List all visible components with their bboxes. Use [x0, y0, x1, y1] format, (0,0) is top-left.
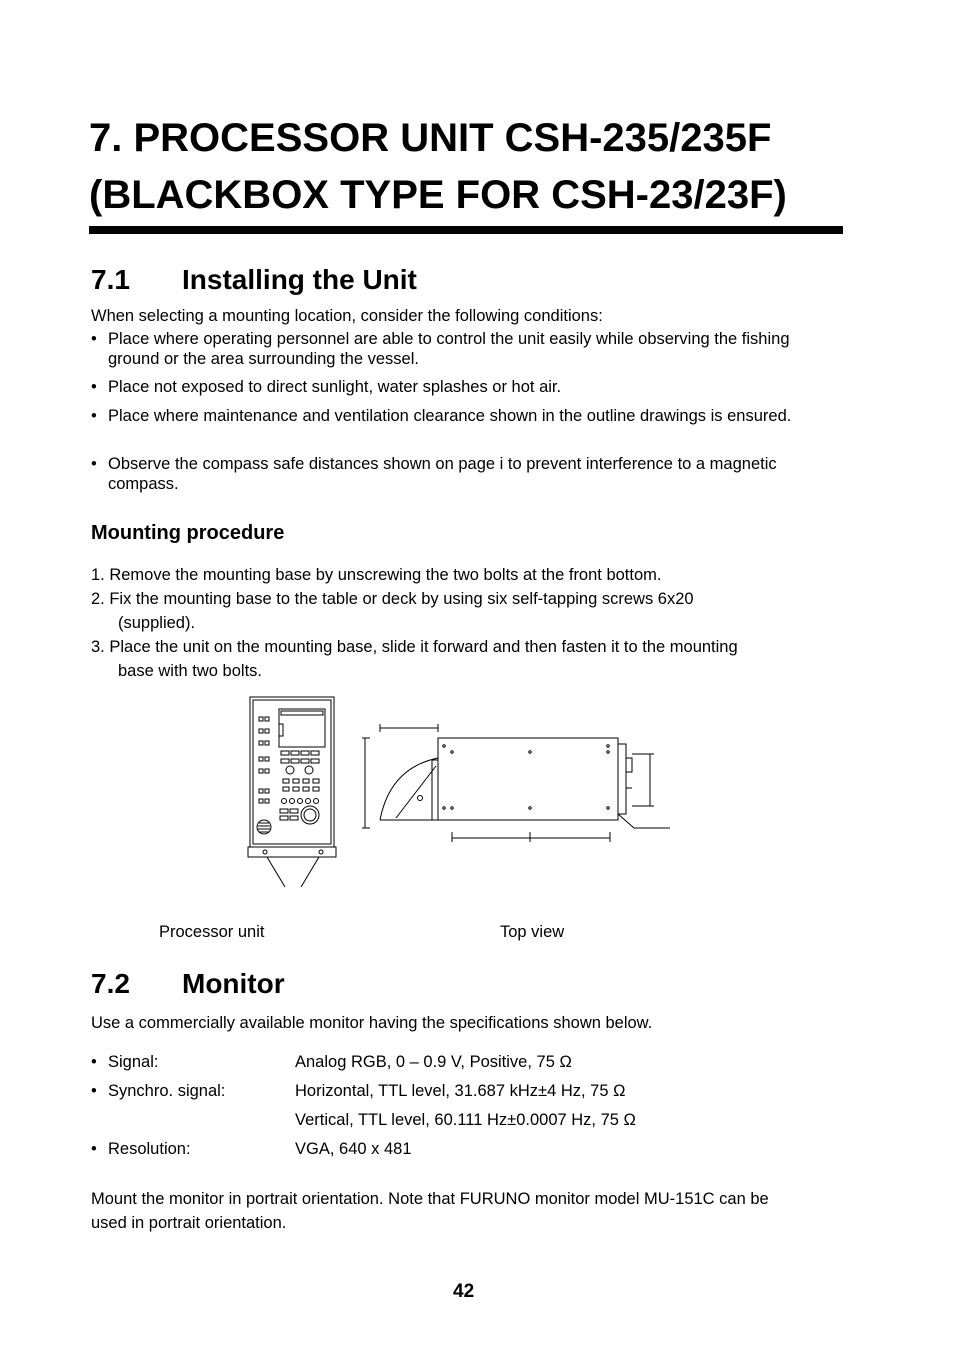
list-item [91, 378, 831, 398]
spec-value: Analog RGB, 0 – 0.9 V, Positive, 75 Ω [295, 1053, 572, 1071]
figure-caption-top-view: Top view [500, 923, 565, 941]
section-heading-7-1 [91, 266, 417, 294]
bullet-icon: • [91, 1082, 97, 1100]
spec-label: Synchro. signal: [108, 1082, 226, 1100]
chapter-title-line-1: 7. PROCESSOR UNIT CSH-235/235F [89, 116, 772, 160]
top-view-drawing [360, 710, 670, 848]
monitor-note-line-2: used in portrait orientation. [91, 1214, 287, 1232]
section-number: 7.1 [91, 264, 130, 295]
list-item [91, 455, 831, 494]
step-text: 3. Place the unit on the mounting base, slide it forward and then fasten it to the mounting [91, 638, 738, 656]
list-item [91, 330, 831, 369]
bullet-icon: • [91, 1140, 97, 1158]
section-title: Installing the Unit [182, 264, 417, 295]
spec-label: Signal: [108, 1053, 159, 1071]
bullet-icon: • [91, 330, 97, 348]
processor-unit-drawing [245, 695, 340, 890]
monitor-note-line-1: Mount the monitor in portrait orientation. Note that FURUNO monitor model MU-151C can be [91, 1190, 769, 1208]
step-text: 2. Fix the mounting base to the table or deck by using six self-tapping screws 6x20 [91, 590, 694, 608]
spec-value: VGA, 640 x 481 [295, 1140, 412, 1158]
bullet-icon: • [91, 455, 97, 473]
subheading-mounting-procedure: Mounting procedure [91, 522, 285, 544]
section-heading-7-2 [91, 970, 285, 998]
spec-value: Vertical, TTL level, 60.111 Hz±0.0007 Hz, 75 Ω [295, 1111, 636, 1129]
bullet-icon: • [91, 378, 97, 396]
list-item-text: Place not exposed to direct sunlight, water splashes or hot air. [108, 378, 562, 396]
list-item [91, 563, 831, 587]
bullet-icon: • [91, 1053, 97, 1071]
page-number: 42 [453, 1281, 475, 1302]
spec-value: Horizontal, TTL level, 31.687 kHz±4 Hz, 75 Ω [295, 1082, 626, 1100]
section-intro: Use a commercially available monitor having the specifications shown below. [91, 1014, 653, 1032]
list-item-text: Place where operating personnel are able to control the unit easily while observing the fishing ground or the area surrounding the vessel. [108, 330, 790, 368]
list-item [91, 407, 831, 427]
step-text: 1. Remove the mounting base by unscrewing the two bolts at the front bottom. [91, 566, 662, 584]
chapter-title-line-2: (BLACKBOX TYPE FOR CSH-23/23F) [89, 173, 787, 217]
chapter-rule [89, 226, 843, 234]
step-text-cont: (supplied). [118, 614, 196, 632]
section-title: Monitor [182, 968, 285, 999]
list-item [91, 587, 831, 635]
list-item [91, 635, 831, 683]
spec-label: Resolution: [108, 1140, 191, 1158]
list-item-text: Observe the compass safe distances shown on page i to prevent interference to a magnetic compass. [108, 455, 777, 493]
list-item-text: Place where maintenance and ventilation clearance shown in the outline drawings is ensured. [108, 407, 792, 425]
step-text-cont: base with two bolts. [118, 662, 262, 680]
section-number: 7.2 [91, 968, 130, 999]
section-intro: When selecting a mounting location, consider the following conditions: [91, 307, 603, 325]
figure-caption-processor-unit: Processor unit [159, 923, 265, 941]
bullet-icon: • [91, 407, 97, 425]
